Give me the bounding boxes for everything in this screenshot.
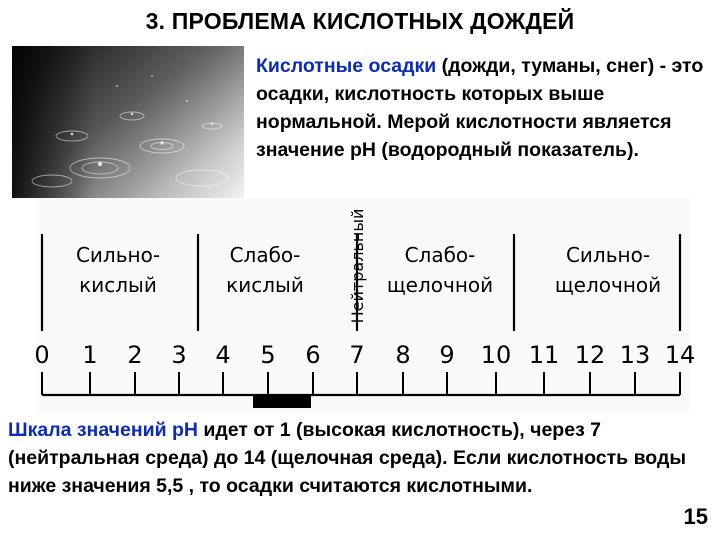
intro-paragraph xyxy=(256,52,711,164)
zone-label-line2: кислый xyxy=(226,273,304,297)
acid-precipitation-term: Кислотные осадки xyxy=(256,55,437,77)
ph-number: 14 xyxy=(664,341,696,369)
zone-label-line2: щелочной xyxy=(554,273,662,297)
slide-title: 3. ПРОБЛЕМА КИСЛОТНЫХ ДОЖДЕЙ xyxy=(145,8,575,34)
acid-rain-marker xyxy=(253,396,311,408)
ph-number: 13 xyxy=(619,341,651,369)
ph-number: 6 xyxy=(305,341,321,369)
ph-number: 12 xyxy=(574,341,606,369)
ph-number: 9 xyxy=(439,341,455,369)
intro-text: (дожди, туманы, снег) - это осадки, кислотность которых выше нормальной. Мерой кислотности является значение pH (водородный показатель). xyxy=(256,55,704,161)
ph-number: 5 xyxy=(260,341,276,369)
footer-paragraph xyxy=(8,416,713,500)
ph-number: 1 xyxy=(82,341,98,369)
zone-label-line1: Сильно- xyxy=(75,243,161,267)
ph-number: 3 xyxy=(171,341,187,369)
zone-label-line1: Слабо- xyxy=(404,243,476,267)
zone-label-line1: Слабо- xyxy=(229,243,301,267)
ph-number: 11 xyxy=(528,341,560,369)
ph-number: 8 xyxy=(395,341,411,369)
ph-number: 2 xyxy=(127,341,143,369)
ph-number: 7 xyxy=(349,341,365,369)
rain-water-photo xyxy=(12,46,244,198)
zone-label-line2: щелочной xyxy=(386,273,494,297)
ph-scale xyxy=(0,198,720,413)
ph-number: 0 xyxy=(34,341,50,369)
ph-scale-term: Шкала значений pH xyxy=(8,419,199,441)
footer-text: идет от 1 (высокая кислотность), через 7 (нейтральная среда) до 14 (щелочная среда). Если кислотность воды ниже значения 5,5 , то осадки считаются кислотными. xyxy=(8,419,686,497)
page-number: 15 xyxy=(683,504,708,529)
zone-label-line1: Сильно- xyxy=(565,243,651,267)
ph-number: 10 xyxy=(480,341,512,369)
ph-number: 4 xyxy=(215,341,231,369)
neutral-label: Нейтральный xyxy=(348,208,367,324)
zone-label-line2: кислый xyxy=(79,273,157,297)
